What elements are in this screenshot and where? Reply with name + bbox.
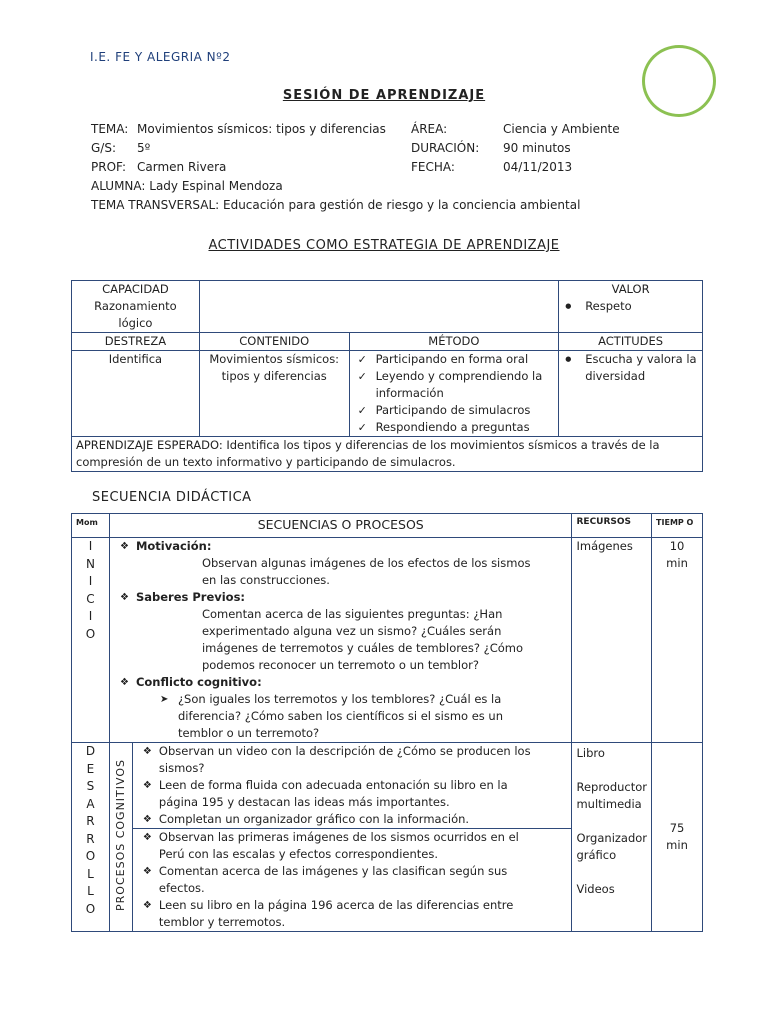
valor-cell xyxy=(559,281,703,333)
saberes-text: Comentan acerca de las siguientes preguntas: ¿Han experimentado alguna vez un sismo? ¿Cuáles serán imágenes de terremotos y cuáles de temblores? ¿Cómo podemos reconocer un terremoto o un temblor? xyxy=(201,607,523,672)
letter: O xyxy=(85,901,96,916)
desarrollo-item: ❖ Observan un video con la descripción de ¿Cómo se producen los sismos? xyxy=(137,743,548,777)
letter: O xyxy=(85,849,96,863)
letter: S xyxy=(86,779,95,793)
letter: R xyxy=(86,814,95,828)
activities-title: ACTIVIDADES COMO ESTRATEGIA DE APRENDIZAJE xyxy=(208,238,560,253)
valor-item: ● Respeto xyxy=(563,298,698,315)
recurso-item: Organizador gráfico xyxy=(576,831,648,862)
inicio-letters xyxy=(72,538,110,743)
desarrollo-group-2 xyxy=(133,829,572,931)
empty-cell xyxy=(199,281,558,333)
area-label: ÁREA: xyxy=(411,122,448,136)
letter: L xyxy=(87,866,94,881)
letter: E xyxy=(86,761,95,776)
motivacion-text: Observan algunas imágenes de los efectos de los sismos en las construcciones. xyxy=(201,556,531,587)
inicio-content xyxy=(109,538,572,743)
conflicto-label: Conflicto cognitivo: xyxy=(135,675,262,689)
letter: I xyxy=(88,539,93,553)
actitud-item: ● Escucha y valora la diversidad xyxy=(563,351,698,385)
prof-value: Carmen Rivera xyxy=(137,160,227,174)
letter: I xyxy=(88,574,93,588)
desarrollo-item: ❖ Completan un organizador gráfico con la información. xyxy=(137,811,548,828)
header-metodo: MÉTODO xyxy=(349,333,559,351)
capacidad-value: Razonamiento lógico xyxy=(94,299,177,330)
alumna: ALUMNA: Lady Espinal Mendoza xyxy=(91,179,283,193)
secuencia-title: SECUENCIA DIDÁCTICA xyxy=(92,490,252,505)
header-tiempo: TIEMP O xyxy=(652,514,703,538)
letter: C xyxy=(86,591,95,606)
letter: O xyxy=(85,626,96,641)
desarrollo-item: ❖ Observan las primeras imágenes de los sismos ocurridos en el Perú con las escalas y efectos correspondientes. xyxy=(137,829,548,863)
inicio-recurso: Imágenes xyxy=(572,538,652,743)
area-value: Ciencia y Ambiente xyxy=(503,122,620,136)
aprendizaje-esperado: APRENDIZAJE ESPERADO: Identifica los tipos y diferencias de los movimientos sísmicos a través de la compresión de un texto informativo y participando de simulacros. xyxy=(72,437,703,472)
recurso-item: Reproductor multimedia xyxy=(576,780,648,811)
metodo-list-cell xyxy=(349,351,559,437)
destreza-value: Identifica xyxy=(72,351,200,437)
recurso-item: Videos xyxy=(576,882,615,896)
desarrollo-item: ❖ Leen su libro en la página 196 acerca de las diferencias entre temblor y terremotos. xyxy=(137,897,548,931)
page-title: SESIÓN DE APRENDIZAJE xyxy=(282,88,486,103)
header-destreza: DESTREZA xyxy=(72,333,200,351)
letter: R xyxy=(86,831,95,846)
letter: L xyxy=(87,884,94,898)
tema-label: TEMA: xyxy=(91,122,129,136)
valor-label: VALOR xyxy=(611,282,650,296)
desarrollo-recursos xyxy=(572,743,652,932)
header-contenido: CONTENIDO xyxy=(199,333,349,351)
metodo-item: ✓ Participando de simulacros xyxy=(354,402,555,419)
desarrollo-tiempo: 75 min xyxy=(652,743,703,932)
saberes-label: Saberes Previos: xyxy=(135,590,246,604)
desarrollo-content xyxy=(132,743,572,932)
duracion-value: 90 minutos xyxy=(503,141,571,155)
contenido-value: Movimientos sísmicos: tipos y diferencias xyxy=(199,351,349,437)
fecha-label: FECHA: xyxy=(411,160,455,174)
metodo-item: ✓ Respondiendo a preguntas xyxy=(354,419,555,436)
logo-circle xyxy=(642,45,716,117)
conflicto-text: ➤ ¿Son iguales los terremotos y los temblores? ¿Cuál es la diferencia? ¿Cómo saben los científicos si el sismo es un temblor o un terremoto? xyxy=(156,691,568,742)
procesos-cognitivos-cell xyxy=(109,743,132,932)
header-mom: Mom xyxy=(72,514,110,538)
header-procesos: SECUENCIAS O PROCESOS xyxy=(109,514,572,538)
letter: N xyxy=(85,556,95,571)
letter: A xyxy=(86,796,95,811)
desarrollo-letters xyxy=(72,743,110,932)
letter: D xyxy=(85,744,96,758)
header-actitudes: ACTITUDES xyxy=(559,333,703,351)
metodo-item: ✓ Participando en forma oral xyxy=(354,351,555,368)
desarrollo-group-1 xyxy=(133,743,572,829)
gs-label: G/S: xyxy=(91,141,117,155)
tema-value: Movimientos sísmicos: tipos y diferencias xyxy=(137,122,386,136)
prof-label: PROF: xyxy=(91,160,127,174)
actitud-cell xyxy=(559,351,703,437)
secuencia-table xyxy=(71,513,703,932)
capacidad-label: CAPACIDAD xyxy=(102,282,169,296)
gs-value: 5º xyxy=(137,141,151,155)
capacidad-cell xyxy=(72,281,200,333)
capacidad-table xyxy=(71,280,703,472)
fecha-value: 04/11/2013 xyxy=(503,160,573,174)
inicio-tiempo: 10 min xyxy=(652,538,703,743)
letter: I xyxy=(88,609,93,623)
header-recursos: RECURSOS xyxy=(572,514,652,538)
school-name: I.E. FE Y ALEGRIA Nº2 xyxy=(90,50,231,64)
duracion-label: DURACIÓN: xyxy=(411,141,480,155)
desarrollo-item: ❖ Comentan acerca de las imágenes y las clasifican según sus efectos. xyxy=(137,863,548,897)
procesos-cognitivos-label: PROCESOS COGNITIVOS xyxy=(114,758,128,911)
tema-transversal: TEMA TRANSVERSAL: Educación para gestión de riesgo y la conciencia ambiental xyxy=(91,198,581,212)
desarrollo-item: ❖ Leen de forma fluida con adecuada entonación su libro en la página 195 y destacan las ideas más importantes. xyxy=(137,777,548,811)
motivacion-label: Motivación: xyxy=(135,539,212,553)
metodo-item: ✓ Leyendo y comprendiendo la información xyxy=(354,368,555,402)
recurso-item: Libro xyxy=(576,746,605,760)
